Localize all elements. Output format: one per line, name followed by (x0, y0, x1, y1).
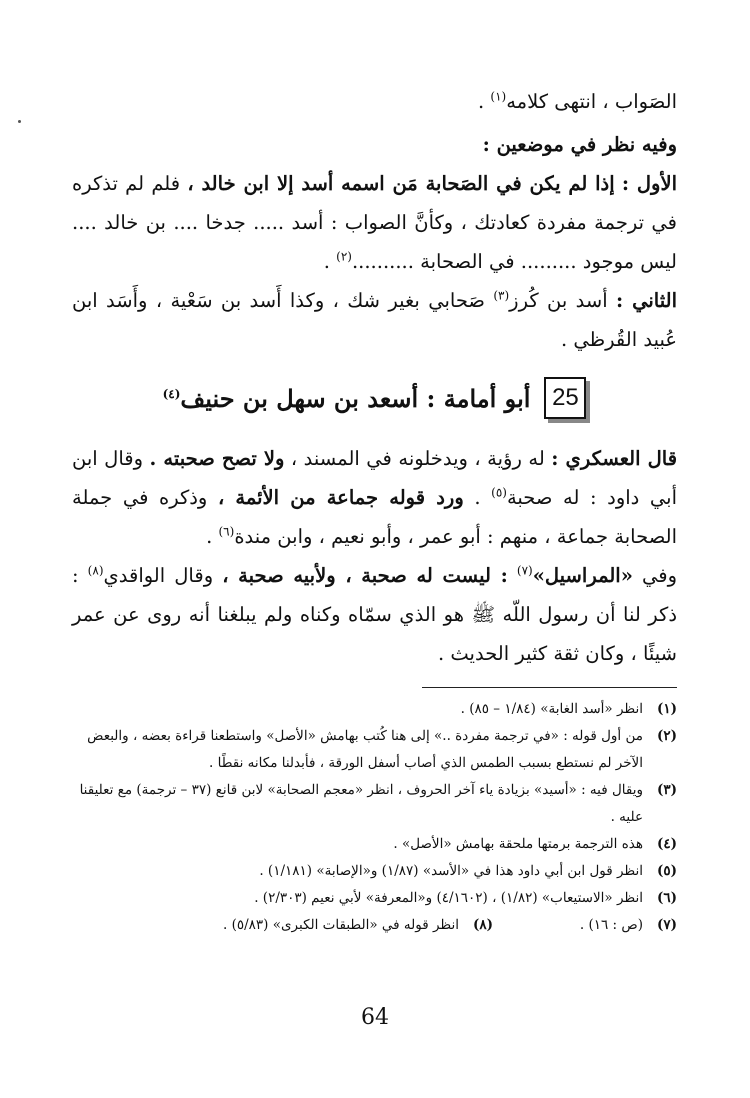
para1-bold-1: قال العسكري : (551, 447, 678, 470)
footnote-separator (422, 687, 677, 688)
footnote-ref-4: (٤) (162, 386, 181, 401)
footnote-ref-5: (٥) (491, 485, 507, 500)
footnote-ref-6: (٦) (218, 524, 235, 539)
entry-title-text: أبو أمامة : أسعد بن سهل بن حنيف (180, 383, 531, 413)
entry-number-badge (544, 377, 586, 419)
first-bold: إذا لم يكن في الصَحابة مَن اسمه أسد إلا ابن خالد ، (187, 172, 615, 195)
line-1-text: الصَواب ، انتهى كلامه (506, 90, 677, 113)
footnote-7-8 (72, 912, 677, 939)
footnote-number: (٥) (656, 863, 677, 879)
footnote-ref-7: (٧) (516, 563, 533, 578)
para1-bold-2: ولا تصح صحبته . (149, 447, 285, 470)
para1-text-5: . (206, 525, 213, 548)
footnote-6 (72, 885, 677, 912)
footnote-number: (٢) (656, 728, 677, 744)
footnote-5 (72, 858, 677, 885)
footnote-ref-1: (١) (490, 89, 507, 104)
margin-dot (18, 120, 21, 123)
footnote-number: (١) (656, 701, 677, 717)
para2-bold-2: : ليست له صحبة ، ولأبيه صحبة ، (222, 564, 508, 587)
line-1-end: . (477, 90, 485, 113)
footnote-number: (٣) (656, 782, 677, 798)
para2-text-2: وقال الواقدي (103, 564, 214, 587)
footnote-text: (ص : ١٦) . (579, 917, 643, 933)
second-text-b: صَحابي بغير شك ، وكذا أَسد بن سَعْية ، وأَسَد ابن عُبيد القُرظي . (72, 289, 677, 351)
footnote-text: انظر «أسد الغابة» (١/٨٤ – ٨٥) . (460, 701, 643, 717)
footnote-number: (٦) (656, 890, 677, 906)
entry-heading (72, 377, 677, 419)
para1-text-1: له رؤية ، ويدخلونه في المسند ، (290, 447, 545, 470)
footnote-1 (72, 696, 677, 723)
footnote-ref-2: (٢) (336, 249, 352, 264)
entry-number: 25 (552, 384, 579, 411)
page-number: 64 (361, 1005, 389, 1030)
section-heading: وفيه نظر في موضعين : (482, 133, 677, 156)
first-point (72, 164, 677, 281)
second-text-a: أسد بن كُرز (509, 289, 608, 312)
footnotes (72, 696, 677, 939)
footnote-number: (٧) (656, 917, 677, 933)
line-1 (72, 82, 677, 121)
page-body (72, 80, 677, 939)
first-rest: فلم لم تذكره في ترجمة مفردة كعادتك ، وكأنَّ الصواب : أسد ..... جدخا .... بن خالد .... ليس موجود ......... في الصحابة .......... (72, 172, 677, 273)
first-end: . (323, 250, 330, 273)
para1-text-3: . (474, 486, 481, 509)
paragraph-1 (72, 439, 677, 556)
paragraph-2 (72, 556, 677, 673)
footnote-number: (٤) (656, 836, 677, 852)
first-label: الأول : (621, 172, 678, 195)
footnote-number: (٨) (472, 917, 493, 933)
second-point (72, 281, 677, 359)
second-label: الثاني : (615, 289, 677, 312)
footnote-ref-8: (٨) (87, 563, 104, 578)
footnote-text: انظر قوله في «الطبقات الكبرى» (٥/٨٣) . (222, 917, 459, 933)
footnote-text: من أول قوله : «في ترجمة مفردة ..» إلى هنا كُتب بهامش «الأصل» واستطعنا قراءة بعضه ، والبعض الآخر لم نستطع بسبب الطمس الذي أصاب أسفل الورقة ، فأبدلنا مكانه نقطًا . (87, 728, 643, 771)
para2-text-3: : ذكر لنا أن رسول اللّه ﷺ هو الذي سمّاه وكناه ولم يبلغنا أنه روى عن عمر شيئًا ، وكان ثقة كثير الحديث . (72, 564, 677, 665)
para2-bold-1: «المراسيل» (532, 564, 633, 587)
footnote-text: انظر قول ابن أبي داود هذا في «الأسد» (١/٨٧) و«الإصابة» (١/١٨١) . (259, 863, 643, 879)
footnote-text: هذه الترجمة برمتها ملحقة بهامش «الأصل» . (393, 836, 643, 852)
footnote-ref-3: (٣) (493, 288, 510, 303)
footnote-text: انظر «الاستيعاب» (١/٨٢) ، (٤/١٦٠٢) و«المعرفة» لأبي نعيم (٢/٣٠٣) . (254, 890, 643, 906)
para1-bold-3: ورد قوله جماعة من الأئمة ، (217, 486, 464, 509)
para2-text-1: وفي (642, 564, 677, 587)
footnote-text: ويقال فيه : «أسيد» بزيادة ياء آخر الحروف ، انظر «معجم الصحابة» لابن قانع (٣٧ – ترجمة) مع تعليقنا عليه . (79, 782, 643, 825)
para1-text-4: وذكره في جملة الصحابة جماعة ، منهم : أبو عمر ، وأبو نعيم ، وابن مندة (72, 486, 677, 548)
para1-text-2: وقال ابن أبي داود : له صحبة (72, 447, 678, 509)
footnote-3 (72, 777, 677, 831)
footnote-2 (72, 723, 677, 777)
entry-title (163, 384, 531, 413)
footnote-4 (72, 831, 677, 858)
